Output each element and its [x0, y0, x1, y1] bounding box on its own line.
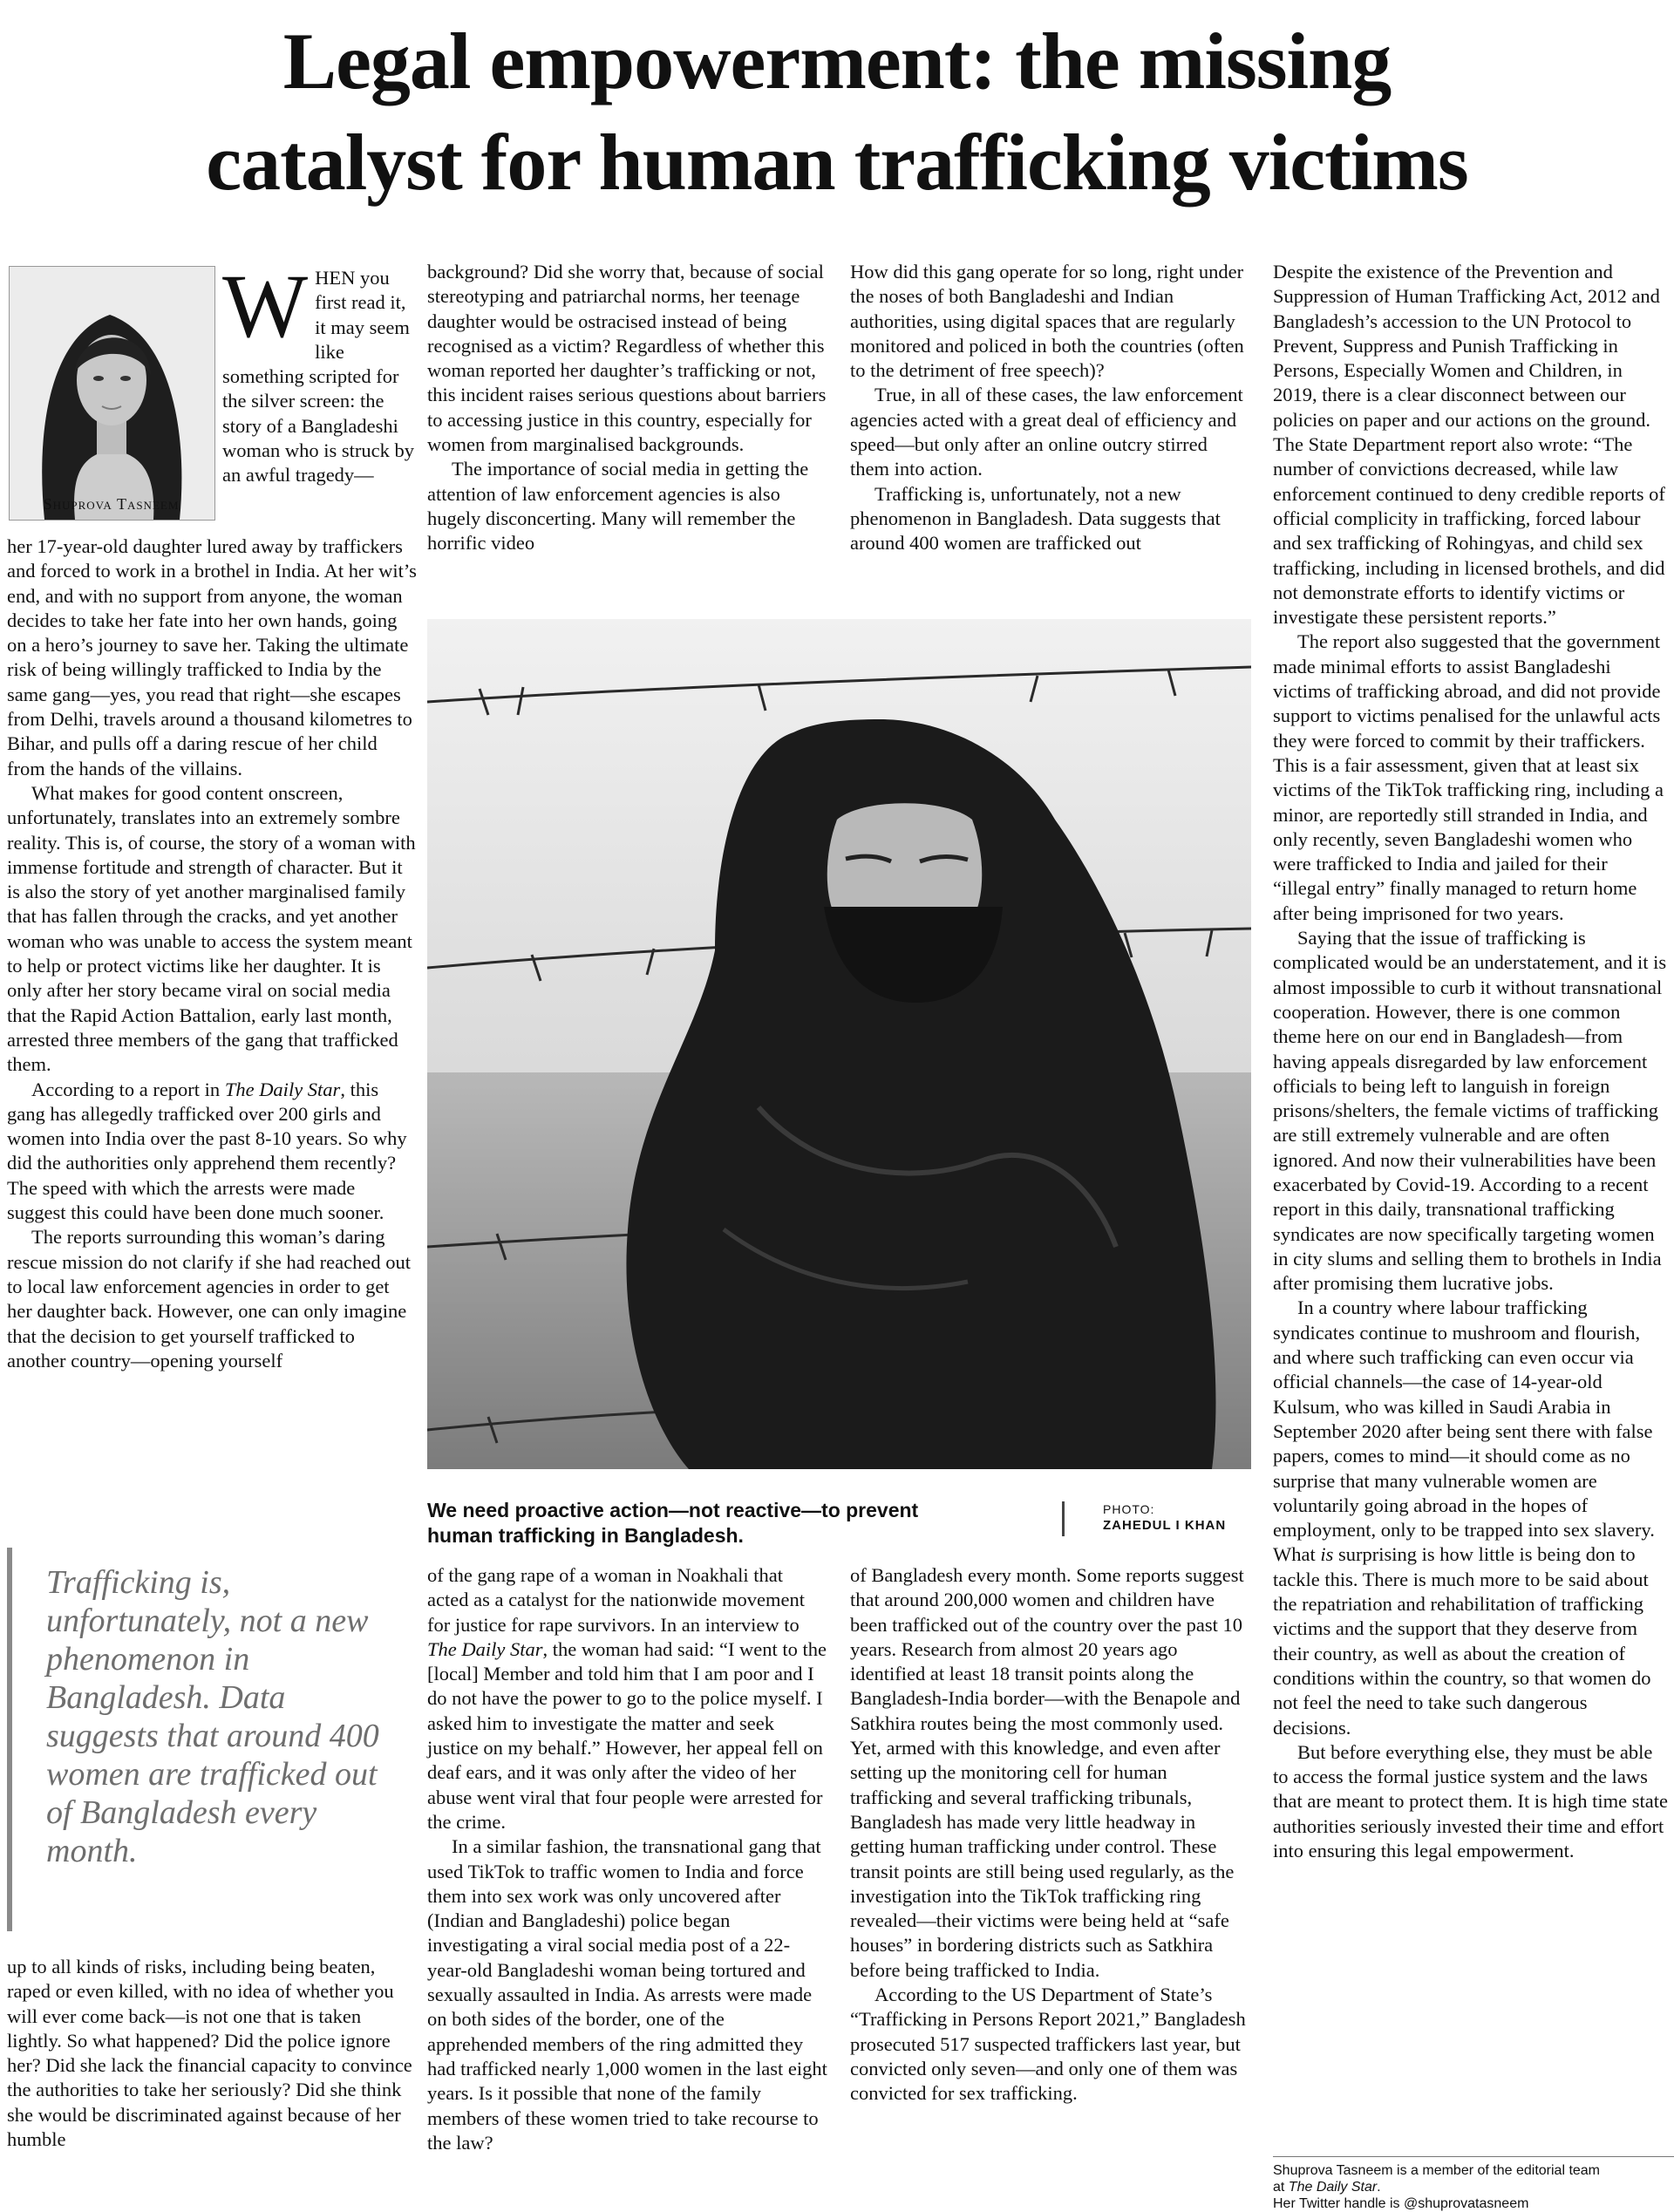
column-2-top: [427, 260, 828, 556]
photo-credit-name: ZAHEDUL I KHAN: [1103, 1518, 1227, 1533]
credit-divider: [1062, 1501, 1065, 1536]
woman-behind-barbed-wire-image: [427, 619, 1251, 1469]
paragraph: background? Did she worry that, because of social stereotyping and patriarchal norms, her teenage daughter would be ostracised instead of being recognised as a victim? Regardless of whether this woman reported her daughter’s trafficking or not, this incident raises serious questions about barriers to accessing justice in this country, especially for women from marginalised backgrounds.: [427, 261, 827, 456]
paragraph: Saying that the issue of trafficking is complicated would be an understatement, and it is almost impossible to curb it without transnational cooperation. However, there is one common theme here on our end in Bangladesh—from having appeals disregarded by law enforcement officials to being left to languish in foreign prisons/shelters, the female victims of trafficking are still extremely vulnerable and are often ignored. And now their vulnerabilities have been exacerbated by Covid-19. According to a recent report in this daily, transnational trafficking syndicates are now specifically targeting women in city slums and selling them to brothels in India after promising them lucrative jobs.: [1273, 927, 1667, 1295]
author-note-divider: [1273, 2156, 1674, 2157]
intro-paragraph: [222, 256, 417, 488]
pull-quote: [7, 1548, 408, 1931]
author-note-line-2: [1273, 2179, 1674, 2195]
column-1-continued: [7, 1955, 417, 2152]
paragraph: But before everything else, they must be able to access the formal justice system and the laws that are meant to protect them. It is high time state authorities seriously invested their time and effort into ensuring this legal empowerment.: [1273, 1740, 1668, 1861]
paragraph: The reports surrounding this woman’s daring rescue mission do not clarify if she had reached out to local law enforcement agencies in order to get her daughter back. However, one can only imagine that the decision to get yourself trafficked to another country—opening yourself: [7, 1226, 411, 1371]
paragraph: What makes for good content onscreen, unfortunately, translates into an extremely sombre reality. This is, of course, the story of a woman with immense fortitude and strength of character. But it is also the story of yet another marginalised family that has fallen through the cracks, and yet another woman who was unable to access the system meant to help or protect victims like her daughter. It is only after her story became viral on social media that the Rapid Action Battalion, early last month, arrested three members of the gang that trafficked them.: [7, 781, 416, 1076]
headline-line-1: Legal empowerment: the missing: [282, 17, 1392, 105]
text-run: surprising is how little is being don to tackle this. There is much more to be said about the repatriation and rehabilitation of trafficking victims and the support that they deserve from their country, as well as about the creation of conditions within the country, so that women do not feel the need to take such dangerous decisions.: [1273, 1543, 1651, 1739]
pull-quote-bar: [7, 1548, 12, 1931]
photo-caption: We need proactive action—not reactive—to prevent human trafficking in Bangladesh.: [427, 1499, 919, 1547]
text-run: of the gang rape of a woman in Noakhali that acted as a catalyst for the nationwide movement for justice for rape survivors. In an interview to: [427, 1564, 805, 1636]
paragraph: up to all kinds of risks, including being beaten, raped or even killed, with no idea of whether you will ever come back—is not one that is taken lightly. So what happened? Did the police ignore her? Did she lack the financial capacity to convince the authorities to take her seriously? Did she think she would be discriminated against because of her humble: [7, 1956, 412, 2151]
source-name: The Daily Star: [427, 1637, 543, 1660]
author-portrait: [9, 266, 215, 521]
text-run: According to a report in: [31, 1078, 225, 1100]
paragraph: The importance of social media in getting the attention of law enforcement agencies is also hugely disconcerting. Many will remember the horrific video: [427, 458, 809, 555]
text-run: at: [1273, 2180, 1289, 2195]
text-run: .: [1377, 2180, 1381, 2195]
column-3-top: [850, 260, 1251, 556]
main-photo: [427, 619, 1251, 1469]
paragraph: True, in all of these cases, the law enforcement agencies acted with a great deal of efficiency and speed—but only after an online outcry stirred them into action.: [850, 384, 1243, 480]
author-note: [1273, 2162, 1674, 2212]
photo-credit: [1103, 1501, 1226, 1534]
text-run: , the woman had said: “I went to the [local] Member and told him that I am poor and I do not have the power to go to the police myself. I asked him to investigate the matter and seek justice on my behalf.” However, her appeal fell on deaf ears, and it was only after the video of her abuse went viral that four people were arrested for the crime.: [427, 1637, 827, 1833]
author-byline: Shuprova Tasneem: [43, 495, 180, 513]
paragraph: According to the US Department of State’s “Trafficking in Persons Report 2021,” Bangladesh prosecuted 517 suspected traffickers last year, but convicted only seven—and only one of them was convicted for sex trafficking.: [850, 1984, 1246, 2105]
author-twitter-handle: Her Twitter handle is @shuprovatasneem: [1273, 2196, 1529, 2211]
paragraph: of Bangladesh every month. Some reports suggest that around 200,000 women and children have been trafficked out of the country over the past 10 years. Research from almost 20 years ago identified at least 18 transit points along the Bangladesh-India border—with the Benapole and Satkhira routes being the most commonly used. Yet, armed with this knowledge, and even after setting up the monitoring cell for human trafficking and several trafficking tribunals, Bangladesh has made very little headway in getting human trafficking under control. These transit points are still being used regularly, as the investigation into the TikTok trafficking ring revealed—their victims were being held at “safe houses” in bordering districts such as Satkhira before being trafficked to India.: [850, 1564, 1244, 1981]
text-run: , this gang has allegedly trafficked over 200 girls and women into India over the past 8-10 years. So why did the authorities only apprehend them recently? The speed with which the arrests were made suggest this could have been done much sooner.: [7, 1078, 407, 1224]
paragraph: [1273, 1296, 1670, 1739]
paragraph: The report also suggested that the government made minimal efforts to assist Bangladeshi victims of trafficking abroad, and did not provide support to victims penalised for the unlawful acts they were forced to commit by their traffickers. This is a fair assessment, given that at least six victims of the TikTok trafficking ring, including a minor, are reportedly still stranded in India, and only recently, seven Bangladeshi women who were trafficked to India and jailed for their “illegal entry” finally managed to return home after being imprisoned for two years.: [1273, 630, 1664, 924]
source-name: The Daily Star: [224, 1078, 341, 1100]
intro-text: you first read it, it may seem like something scripted for the silver screen: the story of a Bangladeshi woman who is struck by an awful tragedy—: [222, 267, 414, 487]
drop-cap-rest: HEN: [315, 267, 356, 289]
paragraph: [7, 1078, 417, 1226]
text-run: In a country where labour trafficking syndicates continue to mushroom and flourish, and where such trafficking can even occur via official channels—the case of 14-year-old Kulsum, who was killed in Saudi Arabia in September 2020 after being sent there with false papers, comes to mind—it should come as no surprise that many vulnerable women are voluntarily going abroad in the hopes of employment, only to be trapped into sex slavery. What: [1273, 1297, 1655, 1566]
column-3-bottom: [850, 1563, 1251, 2107]
intro-column: [222, 256, 417, 488]
column-1: [7, 534, 417, 1373]
paragraph: In a similar fashion, the transnational gang that used TikTok to traffic women to India and force them into sex work was only uncovered after (Indian and Bangladeshi) police began investigating a viral social media post of a 22-year-old Bangladeshi woman being tortured and sexually assaulted in India. As arrests were made on both sides of the border, one of the apprehended members of the ring admitted they had trafficked nearly 1,000 women in the last eight years. Is it possible that none of the family members of these women tried to take recourse to the law?: [427, 1835, 827, 2154]
drop-cap: W: [222, 256, 309, 357]
emphasis: is: [1320, 1543, 1334, 1566]
paragraph: [427, 1563, 828, 1834]
pull-quote-text: Trafficking is, unfortunately, not a new phenomenon in Bangladesh. Data suggests that around 400 women are trafficked out of Bangladesh every month.: [46, 1564, 379, 1869]
paragraph: Despite the existence of the Prevention and Suppression of Human Trafficking Act, 2012 and Bangladesh’s accession to the UN Protocol to Prevent, Suppress and Punish Trafficking in Persons, Especially Women and Children, in 2019, there is a clear disconnect between our policies on paper and our actions on the ground. The State Department report also wrote: “The number of convictions decreased, while law enforcement continued to deny credible reports of official complicity in trafficking, forced labour and sex trafficking of Rohingyas, and child sex trafficking, including in licensed brothels, and did not demonstrate efforts to identify victims or investigate these persistent reports.”: [1273, 261, 1665, 629]
author-note-line-1: Shuprova Tasneem is a member of the editorial team: [1273, 2163, 1601, 2178]
headline-line-2: catalyst for human trafficking victims: [206, 118, 1468, 207]
headline: [0, 10, 1674, 213]
author-portrait-image: [10, 267, 214, 520]
source-name: The Daily Star: [1288, 2180, 1378, 2195]
column-2-bottom: [427, 1563, 828, 2155]
paragraph: Trafficking is, unfortunately, not a new phenomenon in Bangladesh. Data suggests that around 400 women are trafficked out: [850, 482, 1221, 555]
paragraph: her 17-year-old daughter lured away by traffickers and forced to work in a brothel in India. At her wit’s end, and with no support from anyone, the woman decides to take her fate into her own hands, going on a hero’s journey to save her. Taking the ultimate risk of being willingly trafficked to India by the same gang—yes, you read that right—she escapes from Delhi, travels around a thousand kilometres to Bihar, and pulls off a daring rescue of her child from the hands of the villains.: [7, 535, 417, 779]
column-4: [1273, 260, 1670, 1863]
photo-credit-label: PHOTO:: [1103, 1502, 1155, 1516]
paragraph: How did this gang operate for so long, right under the noses of both Bangladeshi and Indian authorities, using digital spaces that are regularly monitored and policed in both the countries (often to the detriment of free speech)?: [850, 261, 1244, 382]
